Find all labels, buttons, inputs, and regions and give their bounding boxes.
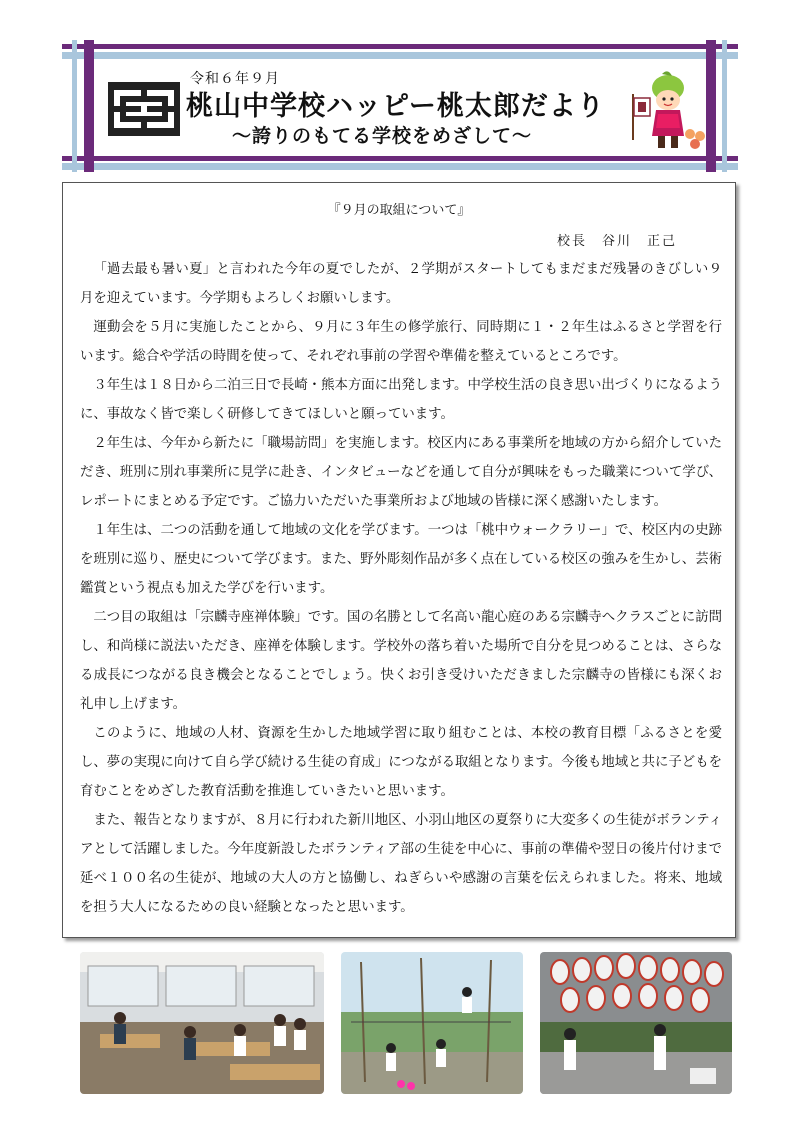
peach-mascot-icon [628, 70, 712, 154]
paragraph: このように、地域の人材、資源を生かした地域学習に取り組むことは、本校の教育目標「ふるさとを愛し、夢の実現に向けて自ら学び続ける生徒の育成」につながる取組となります。今後も地域と共に子どもを育むことをめざした教育活動を推進していきたいと思います。 [80, 726, 722, 799]
newsletter-subtitle: ～誇りのもてる学校をめざして～ [232, 125, 533, 147]
school-emblem-icon [108, 82, 180, 136]
frame-post [72, 40, 77, 172]
paragraph: 運動会を５月に実施したことから、９月に３年生の修学旅行、同時期に１・２年生はふるさと学習を行います。総合や学活の時間を使って、それぞれ事前の学習や準備を整えているところです。 [80, 320, 722, 364]
paragraph: １年生は、二つの活動を通して地域の文化を学びます。一つは「桃中ウォークラリー」で、校区内の史跡を班別に巡り、歴史について学びます。また、野外彫刻作品が多く点在している校区の強みを生かし、芸術鑑賞という視点も加えた学びを行います。 [80, 523, 722, 596]
paragraph: また、報告となりますが、８月に行われた新川地区、小羽山地区の夏祭りに大変多くの生徒がボランティアとして活躍しました。今年度新設したボランティア部の生徒を中心に、事前の準備や翌日の後片付けまで延べ１００名の生徒が、地域の大人の方と協働し、ねぎらいや感謝の言葉を伝えられました。将来、地域を担う大人になるための良い経験となったと思います。 [80, 813, 722, 915]
paragraph: ２年生は、今年から新たに「職場訪問」を実施します。校区内にある事業所を地域の方から紹介していただき、班別に別れ事業所に見学に赴き、インタビューなどを通して自分が興味をもった職業について学び、レポートにまとめる予定です。ご協力いただいた事業所および地域の皆様に深く感謝いたします。 [80, 436, 722, 509]
frame-bar [62, 156, 738, 161]
frame-bar [62, 52, 738, 59]
frame-post [84, 40, 94, 172]
classroom-meeting-photo [80, 952, 324, 1094]
article-box [62, 182, 736, 938]
header-banner [62, 40, 738, 170]
article-author: 校長 谷川 正己 [556, 234, 677, 249]
paragraph: 「過去最も暑い夏」と言われた今年の夏でしたが、２学期がスタートしてもまだまだ残暑のきびしい９月を迎えています。今学期もよろしくお願いします。 [80, 262, 722, 306]
lantern-festival-photo [540, 952, 732, 1094]
frame-bar [62, 163, 738, 170]
paragraph: 二つ目の取組は「宗麟寺座禅体験」です。国の名勝として名高い龍心庭のある宗麟寺へクラスごとに訪問し、和尚様に説法いただき、座禅を体験します。学校外の落ち着いた場所で自分を見つめることは、さらなる成長につながる良き機会となることでしょう。快くお引き受けいただきました宗麟寺の皆様にも深くお礼申し上げます。 [80, 610, 722, 712]
newsletter-title: 桃山中学校ハッピー桃太郎だより [186, 91, 605, 122]
frame-bar [62, 44, 738, 49]
outdoor-festival-setup-photo [341, 952, 523, 1094]
issue-date: 令和６年９月 [190, 71, 280, 87]
paragraph: ３年生は１８日から二泊三日で長崎・熊本方面に出発します。中学校生活の良き思い出づくりになるように、事故なく皆で楽しく研修してきてほしいと願っています。 [80, 378, 722, 422]
article-heading: 『９月の取組について』 [327, 203, 471, 218]
article-body [80, 255, 722, 922]
frame-post [722, 40, 727, 172]
